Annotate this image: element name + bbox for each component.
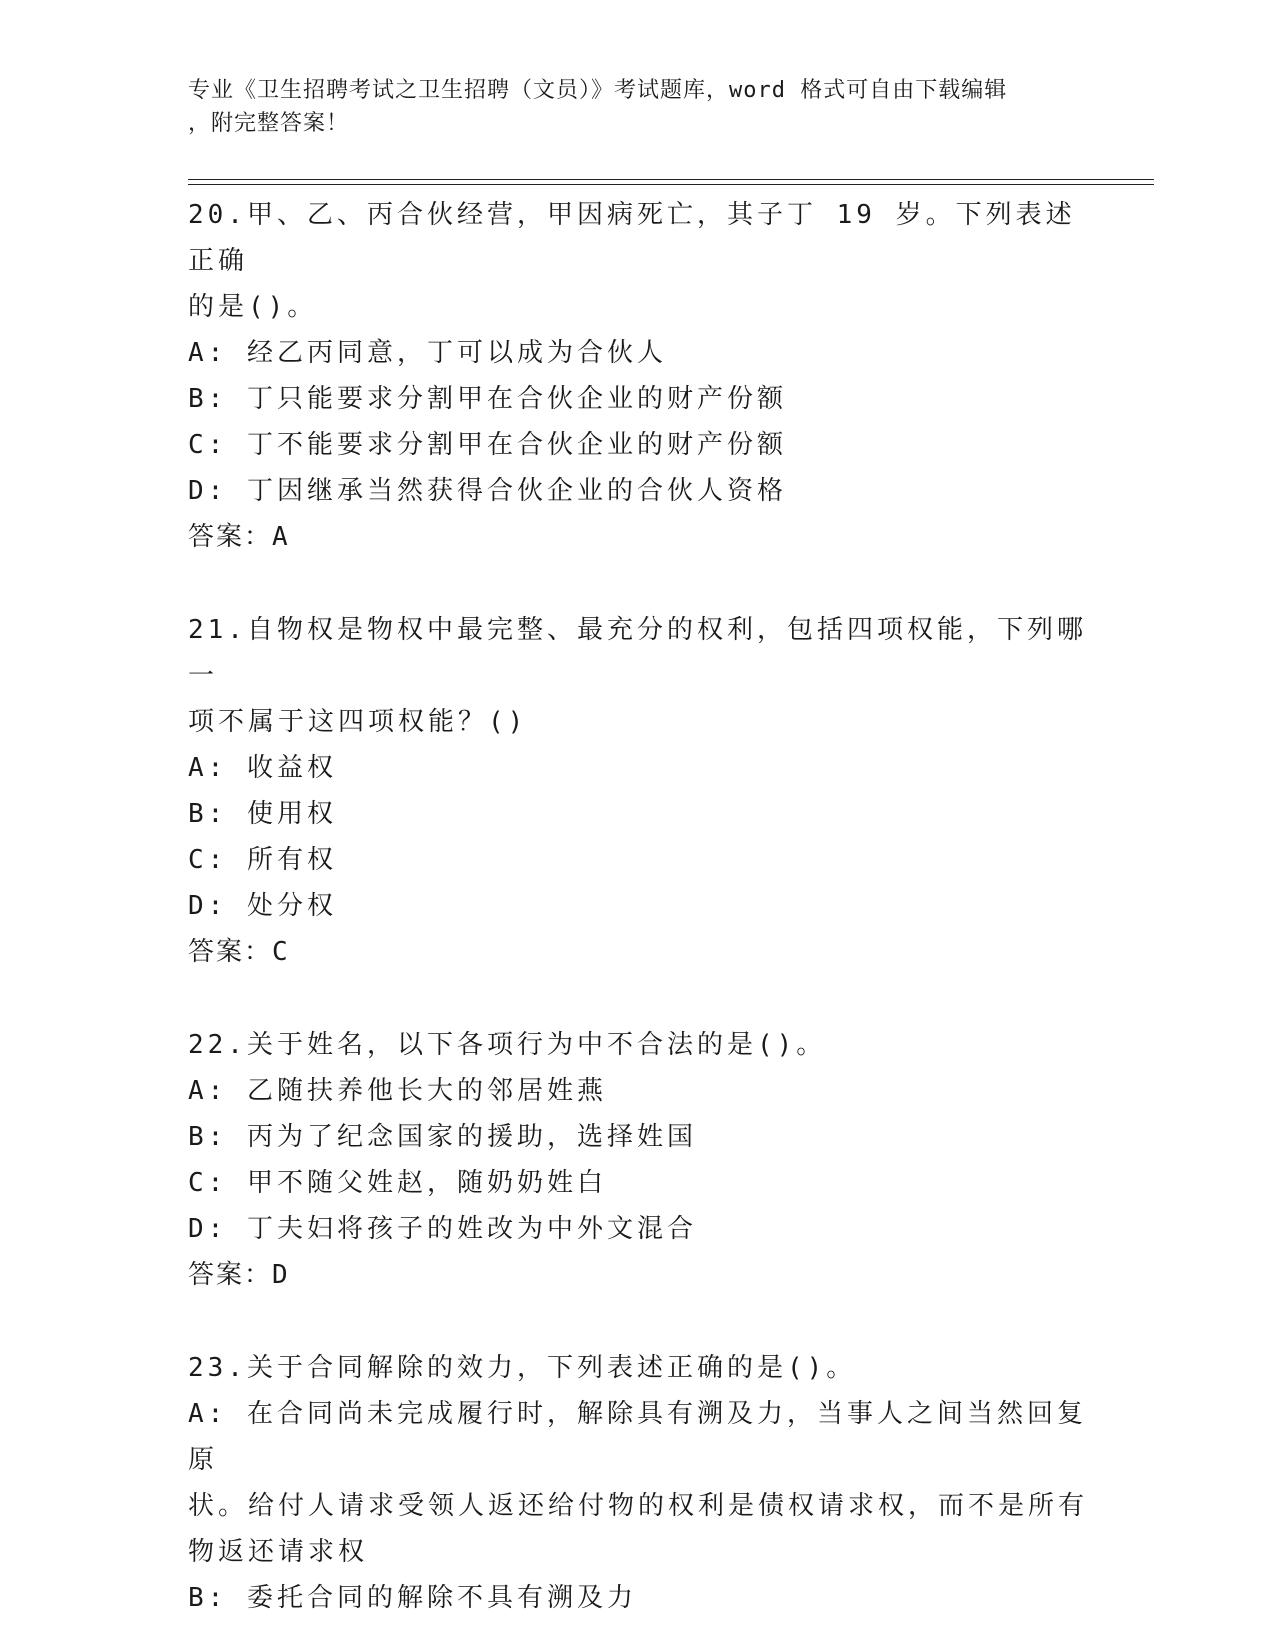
option-separator: : [207,1122,247,1152]
option-separator: : [207,476,247,506]
option-separator: : [207,891,247,921]
option-text: 丁夫妇将孩子的姓改为中外文混合 [246,1214,697,1244]
option-a [188,1068,1088,1114]
option-separator: : [207,1076,247,1106]
header-line-1: 专业《卫生招聘考试之卫生招聘（文员）》考试题库，word 格式可自由下载编辑 [188,78,1008,103]
header-divider-top [188,179,1154,180]
option-separator: : [207,799,247,829]
option-key: C [188,1168,208,1198]
option-text: 经乙丙同意，丁可以成为合伙人 [246,338,667,368]
answer [188,929,1088,975]
option-c [188,837,1088,883]
answer-value: A [272,522,288,552]
question-stem-line: 22.关于姓名，以下各项行为中不合法的是()。 [188,1030,827,1060]
option-key: D [188,891,208,921]
option-separator: : [207,845,247,875]
option-text: 丁不能要求分割甲在合伙企业的财产份额 [246,430,787,460]
question-20 [188,192,1088,560]
option-key: B [188,1583,208,1613]
answer-label: 答案： [188,1260,273,1290]
option-d [188,883,1088,929]
option-key: A [188,1399,208,1429]
option-a [188,330,1088,376]
option-d [188,468,1088,514]
option-text: 处分权 [246,891,337,921]
option-text: 委托合同的解除不具有溯及力 [246,1583,637,1613]
option-separator: : [207,1399,247,1429]
option-separator: : [207,753,247,783]
option-key: D [188,1214,208,1244]
option-separator: : [207,384,247,414]
option-key: B [188,1122,208,1152]
header-line-2: ，附完整答案！ [188,111,350,136]
option-separator: : [207,1214,247,1244]
option-key: D [188,476,208,506]
option-b [188,1114,1088,1160]
option-c [188,422,1088,468]
header-divider-bottom [188,184,1154,185]
option-separator: : [207,430,247,460]
option-separator: : [207,338,247,368]
answer [188,1252,1088,1298]
option-text: 丁因继承当然获得合伙企业的合伙人资格 [246,476,787,506]
question-stem-line: 20.甲、乙、丙合伙经营，甲因病死亡，其子丁 19 岁。下列表述正确 [188,200,1076,276]
document-header [188,74,1088,140]
option-key: C [188,430,208,460]
option-key: B [188,799,208,829]
option-a-continuation: 物返还请求权 [188,1537,369,1567]
question-stem-line: 的是()。 [188,292,318,322]
option-c [188,1160,1088,1206]
option-a [188,1391,1088,1483]
answer-label: 答案： [188,522,273,552]
option-a [188,745,1088,791]
answer-value: C [272,937,288,967]
question-stem-line: 21.自物权是物权中最完整、最充分的权利，包括四项权能，下列哪一 [188,615,1087,691]
option-text: 甲不随父姓赵，随奶奶姓白 [246,1168,607,1198]
option-b [188,791,1088,837]
option-text: 丙为了纪念国家的援助，选择姓国 [246,1122,697,1152]
option-d [188,1206,1088,1252]
option-a-continuation: 状。给付人请求受领人返还给付物的权利是债权请求权，而不是所有 [188,1491,1089,1521]
question-stem-line: 项不属于这四项权能？() [188,707,528,737]
answer-value: D [272,1260,288,1290]
question-21 [188,607,1088,975]
option-separator: : [207,1168,247,1198]
answer-label: 答案： [188,937,273,967]
option-text: 使用权 [246,799,337,829]
option-text: 丁只能要求分割甲在合伙企业的财产份额 [246,384,787,414]
option-separator: : [207,1583,247,1613]
question-23 [188,1345,1088,1621]
question-stem-line: 23.关于合同解除的效力，下列表述正确的是()。 [188,1353,857,1383]
option-text: 收益权 [246,753,337,783]
question-list [188,192,1088,1621]
option-key: A [188,338,208,368]
question-22 [188,1022,1088,1298]
option-text: 在合同尚未完成履行时，解除具有溯及力，当事人之间当然回复原 [188,1399,1087,1475]
answer [188,514,1088,560]
option-b [188,376,1088,422]
option-key: A [188,1076,208,1106]
option-text: 所有权 [246,845,337,875]
option-key: C [188,845,208,875]
option-key: B [188,384,208,414]
option-text: 乙随扶养他长大的邻居姓燕 [246,1076,607,1106]
option-b [188,1575,1088,1621]
option-key: A [188,753,208,783]
